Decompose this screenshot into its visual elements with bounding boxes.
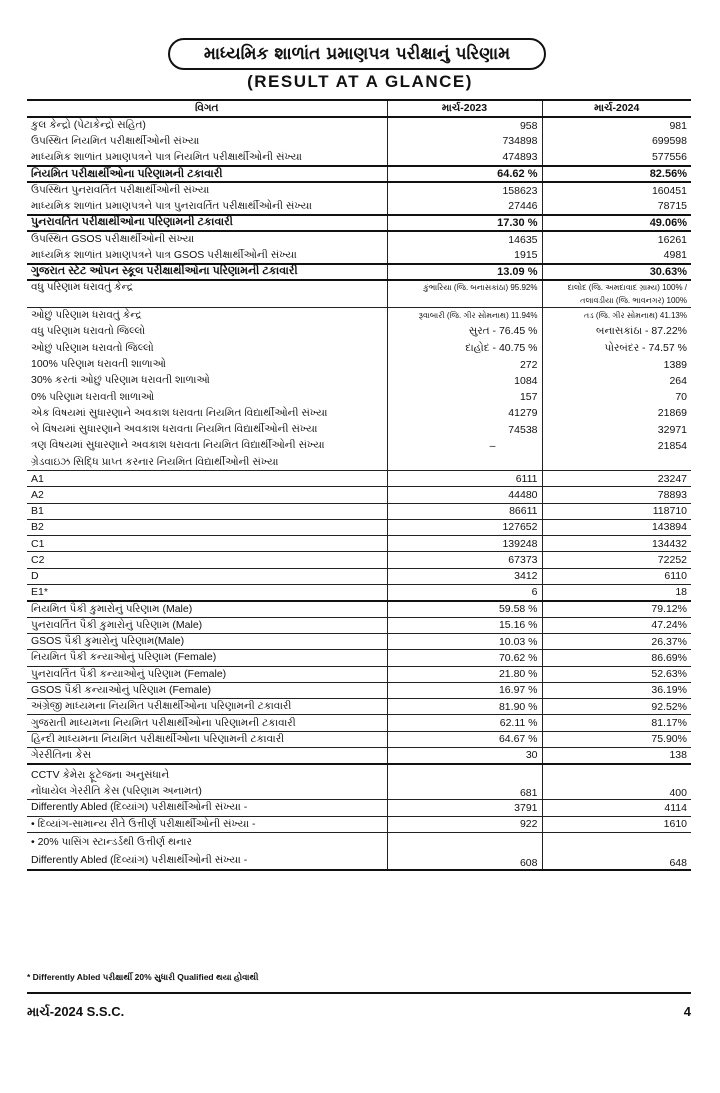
value-2024: 52.63% [651, 668, 687, 681]
grade-label: E1* [27, 585, 387, 601]
value-2024: 21854 [657, 439, 687, 452]
row-label: ઓછું પરિણામ ધરાવતો જિલ્લો [27, 340, 387, 356]
table-row [27, 438, 691, 454]
row-label: નિયમિત પૈકી કુમારોનું પરિણામ (Male) [27, 601, 387, 617]
value-2023: 922 [387, 816, 542, 832]
value-2023: સુરત - 76.45 % [387, 324, 542, 340]
row-label: ઉપસ્થિત નિયમિત પરીક્ષાર્થીઓની સંખ્યા [27, 133, 387, 149]
table-row [27, 454, 691, 470]
value-2024: 86.69% [651, 651, 687, 664]
value-2024: 72252 [657, 554, 687, 567]
row-label-line2: નોંધાયેલ ગેરરીતિ કેસ (પરિણામ અનામત) [31, 785, 202, 798]
value-2024: 32971 [657, 423, 687, 436]
value-2023: 3412 [387, 568, 542, 584]
value-2023: 158623 [387, 182, 542, 198]
table-row [27, 666, 691, 682]
row-label: ગ્રેડવાઇઝ સિદ્ધિ પ્રાપ્ત કરનાર નિયમિત વિદ્યાર્થીઓની સંખ્યા [27, 454, 387, 470]
value-2024: 23247 [657, 472, 687, 485]
row-label: પુનરાવર્તિત પરીક્ષાર્થીઓના પરિણામની ટકાવારી [27, 215, 387, 231]
row-label: પુનરાવર્તિત પૈકી કન્યાઓનું પરિણામ (Female) [27, 666, 387, 682]
row-label: GSOS પૈકી કુમારોનું પરિણામ(Male) [27, 633, 387, 649]
table-row [27, 487, 691, 503]
value-2023: – [387, 438, 542, 454]
value-2023: 64.67 % [387, 731, 542, 747]
value-2024: 78893 [657, 488, 687, 501]
row-label: બે વિષયમાં સુધારણાને અવકાશ ધરાવતા નિયમિત વિદ્યાર્થીઓની સંખ્યા [27, 422, 387, 438]
result-table [27, 99, 691, 871]
page-number: 4 [683, 1004, 691, 1019]
value-2024: 92.52% [651, 700, 687, 713]
row-label: ત્રણ વિષયમાં સુધારણાને અવકાશ ધરાવતા નિયમિત વિદ્યાર્થીઓની સંખ્યા [27, 438, 387, 454]
table-row [27, 405, 691, 421]
value-2023: દાહોદ - 40.75 % [387, 340, 542, 356]
value-2024: 138 [669, 749, 687, 762]
row-label-line2: Differently Abled (દિવ્યાંગ) પરીક્ષાર્થીઓની સંખ્યા - [31, 854, 248, 867]
row-label: અંગ્રેજી માધ્યમના નિયમિત પરીક્ષાર્થીઓના પરિણામની ટકાવારી [27, 699, 387, 715]
row-label: વધુ પરિણામ ધરાવતું કેન્દ્ર [27, 280, 387, 308]
row-label: માધ્યમિક શાળાંત પ્રમાણપત્રને પાત્ર GSOS પરીક્ષાર્થીઓની સંખ્યા [27, 247, 387, 263]
value-2024: 134432 [651, 537, 687, 550]
row-label-line1: • 20% પાસિંગ સ્ટાન્ડર્ડથી ઉત્તીર્ણ થનાર [31, 836, 192, 849]
table-row [27, 536, 691, 552]
value-2023: 70.62 % [387, 650, 542, 666]
value-2023: 14635 [387, 231, 542, 247]
table-row [27, 324, 691, 340]
footer-divider [27, 992, 691, 994]
table-row [27, 816, 691, 832]
table-row [27, 617, 691, 633]
value-2024: 82.56% [649, 168, 687, 181]
value-2023: 958 [387, 117, 542, 133]
table-row [27, 166, 691, 182]
table-row [27, 568, 691, 584]
table-row [27, 585, 691, 601]
table-row [27, 340, 691, 356]
table-row [27, 764, 691, 800]
row-label: • દિવ્યાંગ-સામાન્ય રીતે ઉત્તીર્ણ પરીક્ષાર્થીઓની સંખ્યા - [27, 816, 387, 832]
value-2024: તડ (જિ. ગીર સોમનાથ) 41.13% [583, 310, 687, 320]
value-2024: દાલોદ (જિ. અમદાવાદ ગ્રામ્ય) 100% / તલાવડીયા (જિ. ભાવનગર) 100% [567, 282, 687, 305]
header-march-2023: માર્ચ-2023 [387, 100, 542, 117]
value-2023: 157 [387, 389, 542, 405]
value-2024: 4114 [664, 801, 687, 814]
value-2024: 49.06% [649, 216, 687, 229]
table-row [27, 133, 691, 149]
value-2024: 79.12% [651, 603, 687, 616]
value-2023: 16.97 % [387, 682, 542, 698]
value-2024: 47.24% [651, 619, 687, 632]
row-label: નિયમિત પરીક્ષાર્થીઓના પરિણામની ટકાવારી [27, 166, 387, 182]
row-label: પુનરાવર્તિત પૈકી કુમારોનું પરિણામ (Male) [27, 617, 387, 633]
row-label [27, 832, 387, 870]
value-2023: 3791 [387, 800, 542, 816]
value-2024: 36.19% [651, 684, 687, 697]
value-2023: 41279 [387, 405, 542, 421]
table-row [27, 699, 691, 715]
table-row [27, 731, 691, 747]
value-2023: 13.09 % [387, 264, 542, 280]
table-row [27, 552, 691, 568]
value-2024: 648 [669, 857, 687, 870]
table-row [27, 470, 691, 486]
grade-label: C1 [27, 536, 387, 552]
table-row [27, 503, 691, 519]
row-label: નિયમિત પૈકી કન્યાઓનું પરિણામ (Female) [27, 650, 387, 666]
row-label: GSOS પૈકી કન્યાઓનું પરિણામ (Female) [27, 682, 387, 698]
value-2024: 75.90% [651, 733, 687, 746]
row-label: હિન્દી માધ્યમના નિયમિત પરીક્ષાર્થીઓના પરિણામની ટકાવારી [27, 731, 387, 747]
value-2023: 64.62 % [387, 166, 542, 182]
row-label: ઉપસ્થિત GSOS પરીક્ષાર્થીઓની સંખ્યા [27, 231, 387, 247]
value-2024: 699598 [651, 135, 687, 148]
value-2023: 6111 [387, 470, 542, 486]
row-label: 0% પરિણામ ધરાવતી શાળાઓ [27, 389, 387, 405]
table-row [27, 601, 691, 617]
value-2024: 30.63% [649, 265, 687, 278]
value-2024: 981 [669, 119, 687, 132]
table-row [27, 682, 691, 698]
footer-label: માર્ચ-2024 S.S.C. [27, 1004, 125, 1019]
value-2023: 30 [387, 747, 542, 763]
value-2023: 15.16 % [387, 617, 542, 633]
value-2023: 608 [387, 832, 542, 870]
table-row [27, 117, 691, 133]
value-2024: 6110 [664, 570, 687, 583]
value-2023: 681 [387, 764, 542, 800]
row-label: ગેરરીતિના કેસ [27, 747, 387, 763]
value-2024: 143894 [651, 521, 687, 534]
value-2024: 78715 [657, 200, 687, 213]
table-row [27, 800, 691, 816]
grade-label: D [27, 568, 387, 584]
table-row [27, 832, 691, 870]
value-2024: 81.17% [651, 717, 687, 730]
value-2023: 74538 [387, 422, 542, 438]
value-2023: 86611 [387, 503, 542, 519]
table-row [27, 264, 691, 280]
grade-label: A1 [27, 470, 387, 486]
table-row [27, 519, 691, 535]
value-2023: 67373 [387, 552, 542, 568]
value-2023: 734898 [387, 133, 542, 149]
table-row [27, 307, 691, 323]
value-2024: 264 [669, 374, 687, 387]
value-2024: 70 [675, 391, 687, 404]
value-2023: 127652 [387, 519, 542, 535]
value-2024: 21869 [657, 407, 687, 420]
row-label: ઉપસ્થિત પુનરાવર્તિત પરીક્ષાર્થીઓની સંખ્યા [27, 182, 387, 198]
row-label: માધ્યમિક શાળાંત પ્રમાણપત્રને પાત્ર નિયમિત પરીક્ષાર્થીઓની સંખ્યા [27, 150, 387, 166]
value-2023: 27446 [387, 198, 542, 214]
row-label-line1: CCTV કેમેરા ફૂટેજના અનુસંધાને [31, 769, 170, 782]
row-label: એક વિષયમાં સુધારણાને અવકાશ ધરાવતા નિયમિત વિદ્યાર્થીઓની સંખ્યા [27, 405, 387, 421]
table-row [27, 182, 691, 198]
value-2023: 10.03 % [387, 633, 542, 649]
value-2023: 139248 [387, 536, 542, 552]
table-row [27, 231, 691, 247]
header-details: વિગત [27, 100, 387, 117]
table-row [27, 650, 691, 666]
page-subtitle: (RESULT AT A GLANCE) [247, 72, 473, 91]
table-row [27, 373, 691, 389]
value-2024: 400 [669, 787, 687, 800]
row-label: Differently Abled (દિવ્યાંગ) પરીક્ષાર્થીઓની સંખ્યા - [27, 800, 387, 816]
value-2024: બનાસકાંઠા - 87.22% [596, 325, 687, 338]
value-2024: 577556 [651, 151, 687, 164]
table-row [27, 422, 691, 438]
row-label: 100% પરિણામ ધરાવતી શાળાઓ [27, 356, 387, 372]
value-2023: 59.58 % [387, 601, 542, 617]
row-label: 30% કરતાં ઓછું પરિણામ ધરાવતી શાળાઓ [27, 373, 387, 389]
row-label: માધ્યમિક શાળાંત પ્રમાણપત્રને પાત્ર પુનરાવર્તિત પરીક્ષાર્થીઓની સંખ્યા [27, 198, 387, 214]
value-2024: 16261 [657, 233, 687, 246]
table-header-row [27, 100, 691, 117]
value-2023: 6 [387, 585, 542, 601]
table-row [27, 150, 691, 166]
grade-label: A2 [27, 487, 387, 503]
row-label: વધુ પરિણામ ધરાવતો જિલ્લો [27, 324, 387, 340]
value-2023: 62.11 % [387, 715, 542, 731]
value-2024: 4981 [663, 249, 687, 262]
row-label: ગુજરાત સ્ટેટ ઓપન સ્કૂલ પરીક્ષાર્થીઓના પરિણામની ટકાવારી [27, 264, 387, 280]
value-2024 [542, 454, 691, 470]
table-row [27, 389, 691, 405]
table-row [27, 633, 691, 649]
row-label: ઓછું પરિણામ ધરાવતું કેન્દ્ર [27, 307, 387, 323]
value-2023: રૂવાબારી (જિ. ગીર સોમનાથ) 11.94% [387, 307, 542, 323]
value-2024: 18 [675, 586, 687, 599]
value-2023: 81.90 % [387, 699, 542, 715]
value-2023: 21.80 % [387, 666, 542, 682]
grade-label: B2 [27, 519, 387, 535]
table-row [27, 356, 691, 372]
value-2024: 160451 [651, 184, 687, 197]
grade-label: B1 [27, 503, 387, 519]
value-2024: 26.37% [651, 635, 687, 648]
value-2023: 474893 [387, 150, 542, 166]
row-label: કુલ કેન્દ્રો (પેટાકેન્દ્રો સહિત) [27, 117, 387, 133]
value-2024: 1610 [663, 818, 687, 831]
page-title: માધ્યમિક શાળાંત પ્રમાણપત્ર પરીક્ષાનું પરિણામ [168, 38, 546, 70]
value-2024: 1389 [663, 358, 687, 371]
header-march-2024: માર્ચ-2024 [594, 102, 640, 114]
table-row [27, 198, 691, 214]
value-2023: 1084 [387, 373, 542, 389]
table-row [27, 747, 691, 763]
table-row [27, 715, 691, 731]
value-2023: 17.30 % [387, 215, 542, 231]
value-2023: 272 [387, 356, 542, 372]
table-row [27, 280, 691, 308]
table-row [27, 215, 691, 231]
value-2023 [387, 454, 542, 470]
value-2023: 1915 [387, 247, 542, 263]
value-2024: 118710 [652, 505, 687, 518]
table-row [27, 247, 691, 263]
value-2024: પોરબંદર - 74.57 % [604, 341, 687, 354]
row-label: ગુજરાતી માધ્યમના નિયમિત પરીક્ષાર્થીઓના પરિણામની ટકાવારી [27, 715, 387, 731]
value-2023: કુંભારિયા (જિ. બનાસકાંઠા) 95.92% [387, 280, 542, 308]
value-2023: 44480 [387, 487, 542, 503]
footnote: * Differently Abled પરીક્ષાર્થી 20% સુધારી Qualified થયા હોવાથી [27, 972, 259, 982]
grade-label: C2 [27, 552, 387, 568]
row-label [27, 764, 387, 800]
